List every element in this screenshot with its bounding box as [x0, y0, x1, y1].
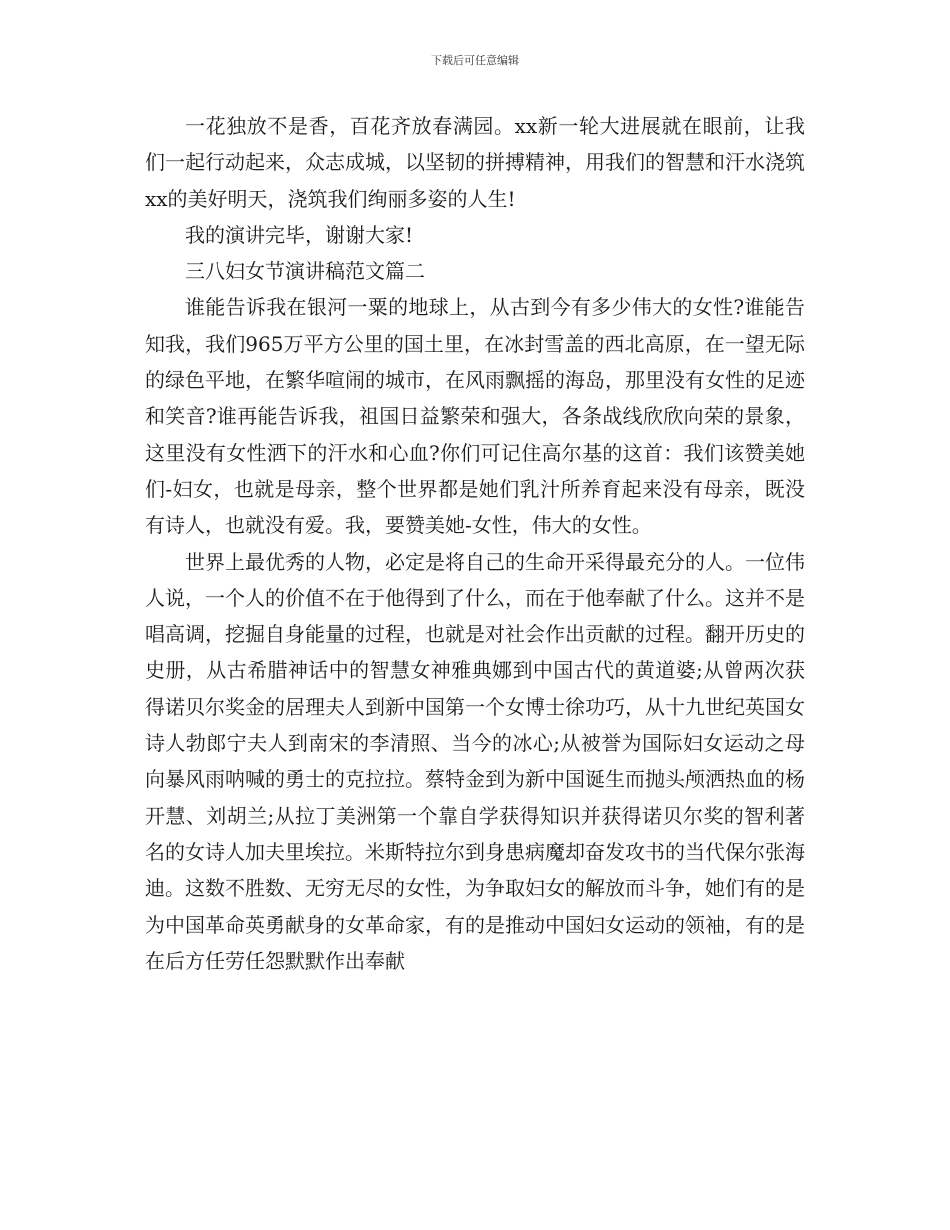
paragraph-history: 世界上最优秀的人物，必定是将自己的生命开采得最充分的人。一位伟人说，一个人的价值不在于他得到了什么，而在于他奉献了什么。这并不是唱高调，挖掘自身能量的过程，也就是对社会作出贡献的过程。翻开历史的史册，从古希腊神话中的智慧女神雅典娜到中国古代的黄道婆;从曾两次获得诺贝尔奖金的居理夫人到新中国第一个女博士徐功巧，从十九世纪英国女诗人勃郎宁夫人到南宋的李清照、当今的冰心;从被誉为国际妇女运动之母向暴风雨呐喊的勇士的克拉拉。蔡特金到为新中国诞生而抛头颅洒热血的杨开慧、刘胡兰;从拉丁美洲第一个靠自学获得知识并获得诺贝尔奖的智利著名的女诗人加夫里埃拉。米斯特拉尔到身患病魔却奋发攻书的当代保尔张海迪。这数不胜数、无穷无尽的女性，为争取妇女的解放而斗争，她们有的是为中国革命英勇献身的女革命家，有的是推动中国妇女运动的领袖，有的是在后方任劳任怨默默作出奉献 [145, 549, 805, 973]
paragraph-question: 谁能告诉我在银河一粟的地球上，从古到今有多少伟大的女性?谁能告知我，我们965万平方公里的国土里，在冰封雪盖的西北高原，在一望无际的绿色平地，在繁华喧闹的城市，在风雨飘摇的海岛，那里没有女性的足迹和笑音?谁再能告诉我，祖国日益繁荣和强大，各条战线欣欣向荣的景象，这里没有女性洒下的汗水和心血?你们可记住高尔基的这首：我们该赞美她们-妇女，也就是母亲，整个世界都是她们乳汁所养育起来没有母亲，既没有诗人，也就没有爱。我，要赞美她-女性，伟大的女性。 [145, 295, 805, 538]
document-body [145, 108, 805, 979]
paragraph-thanks: 我的演讲完毕，谢谢大家! [185, 222, 414, 247]
section-title: 三八妇女节演讲稿范文篇二 [185, 259, 425, 284]
paragraph-closing: 一花独放不是香，百花齐放春满园。xx新一轮大进展就在眼前，让我们一起行动起来，众志成城，以坚韧的拼搏精神，用我们的智慧和汗水浇筑xx的美好明天，浇筑我们绚丽多姿的人生! [145, 114, 805, 211]
page-header: 下载后可任意编辑 [431, 54, 519, 67]
